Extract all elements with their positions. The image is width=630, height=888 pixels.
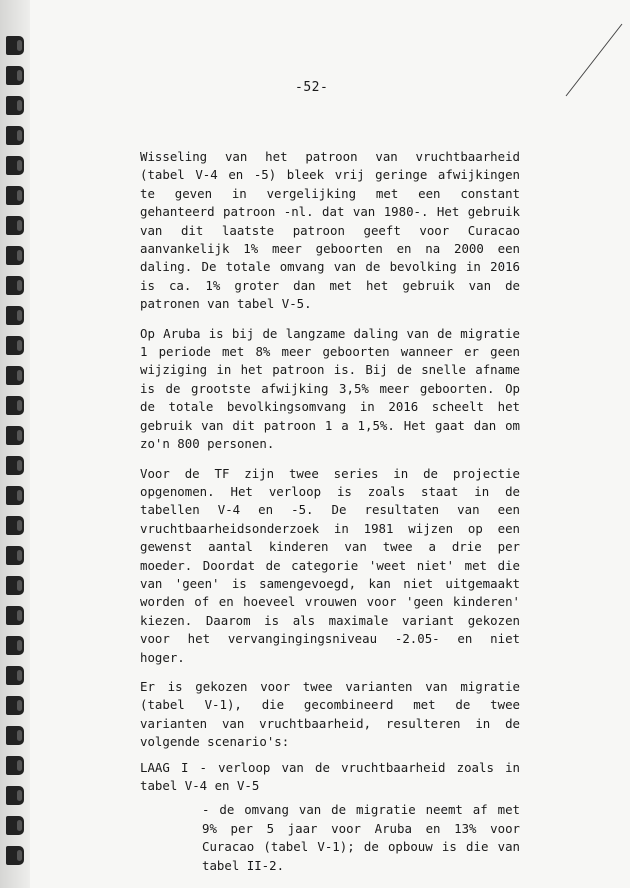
binding-ring <box>6 636 24 655</box>
binding-ring <box>6 396 24 415</box>
binding-ring <box>6 336 24 355</box>
binding-ring <box>6 276 24 295</box>
binding-ring <box>6 666 24 685</box>
binding-ring <box>6 306 24 325</box>
binding-ring <box>6 756 24 775</box>
binding-ring <box>6 186 24 205</box>
scenario-laag-1-migration: - de omvang van de migratie neemt af met 9% per 5 jaar voor Aruba en 13% voor Curacao (tabel V-1); de opbouw is die van tabel II-2. <box>202 802 520 873</box>
binding-ring <box>6 816 24 835</box>
paragraph-fertility-pattern: Wisseling van het patroon van vruchtbaarheid (tabel V-4 en -5) bleek vrij geringe afwijkingen te geven in vergelijking met een constant gehanteerd patroon -nl. dat van 1980-. Het gebruik van dit laatste patroon geeft voor Curacao aanvankelijk 1% meer geboorten en na 2000 een daling. De totale omvang van de bevolking in 2016 is ca. 1% groter dan met het gebruik van de patronen van tabel V-5. <box>140 149 520 312</box>
binding-ring <box>6 246 24 265</box>
pen-stroke-mark <box>544 20 624 100</box>
binding-ring <box>6 36 24 55</box>
page-number: -52- <box>295 80 329 95</box>
binding-ring <box>6 516 24 535</box>
paragraph-tf-series: Voor de TF zijn twee series in de projectie opgenomen. Het verloop is zoals staat in de tabellen V-4 en -5. De resultaten van een vruchtbaarheidsonderzoek in 1981 wijzen op een gewenst aantal kinderen van twee a drie per moeder. Doordat de categorie 'weet niet' met die van 'geen' is samengevoegd, kan niet uitgemaakt worden of en hoeveel vrouwen voor 'geen kinderen' kiezen. Daarom is als maximale variant gekozen voor het vervangingingsniveau -2.05- en niet hoger. <box>140 465 520 665</box>
binding-ring <box>6 696 24 715</box>
scenario-laag-1: LAAG I - verloop van de vruchtbaarheid zoals in tabel V-4 en V-5 <box>140 759 520 793</box>
binding-ring <box>6 426 24 445</box>
body-text <box>140 148 520 886</box>
binding-ring <box>6 216 24 235</box>
binding-ring <box>6 456 24 475</box>
binding-ring <box>6 546 24 565</box>
binding-ring <box>6 366 24 385</box>
binding-ring <box>6 486 24 505</box>
paragraph-aruba: Op Aruba is bij de langzame daling van de migratie 1 periode met 8% meer geboorten wanneer er geen wijziging in het patroon is. Bij de snelle afname is de grootste afwijking 3,5% meer geboorten. Op de totale bevolkingsomvang in 2016 scheelt het gebruik van dit patroon 1 a 1,5%. Het gaat dan om zo'n 800 personen. <box>140 325 520 452</box>
binding-ring <box>6 66 24 85</box>
binding-ring <box>6 156 24 175</box>
binding-ring <box>6 726 24 745</box>
binding-ring <box>6 846 24 865</box>
binding-ring <box>6 576 24 595</box>
binding-ring <box>6 126 24 145</box>
spiral-binding <box>0 0 30 888</box>
binding-ring <box>6 96 24 115</box>
binding-ring <box>6 606 24 625</box>
binding-ring <box>6 786 24 805</box>
paragraph-migration-variants: Er is gekozen voor twee varianten van migratie (tabel V-1), die gecombineerd met de twee varianten van vruchtbaarheid, resulteren in de volgende scenario's: <box>140 678 520 750</box>
